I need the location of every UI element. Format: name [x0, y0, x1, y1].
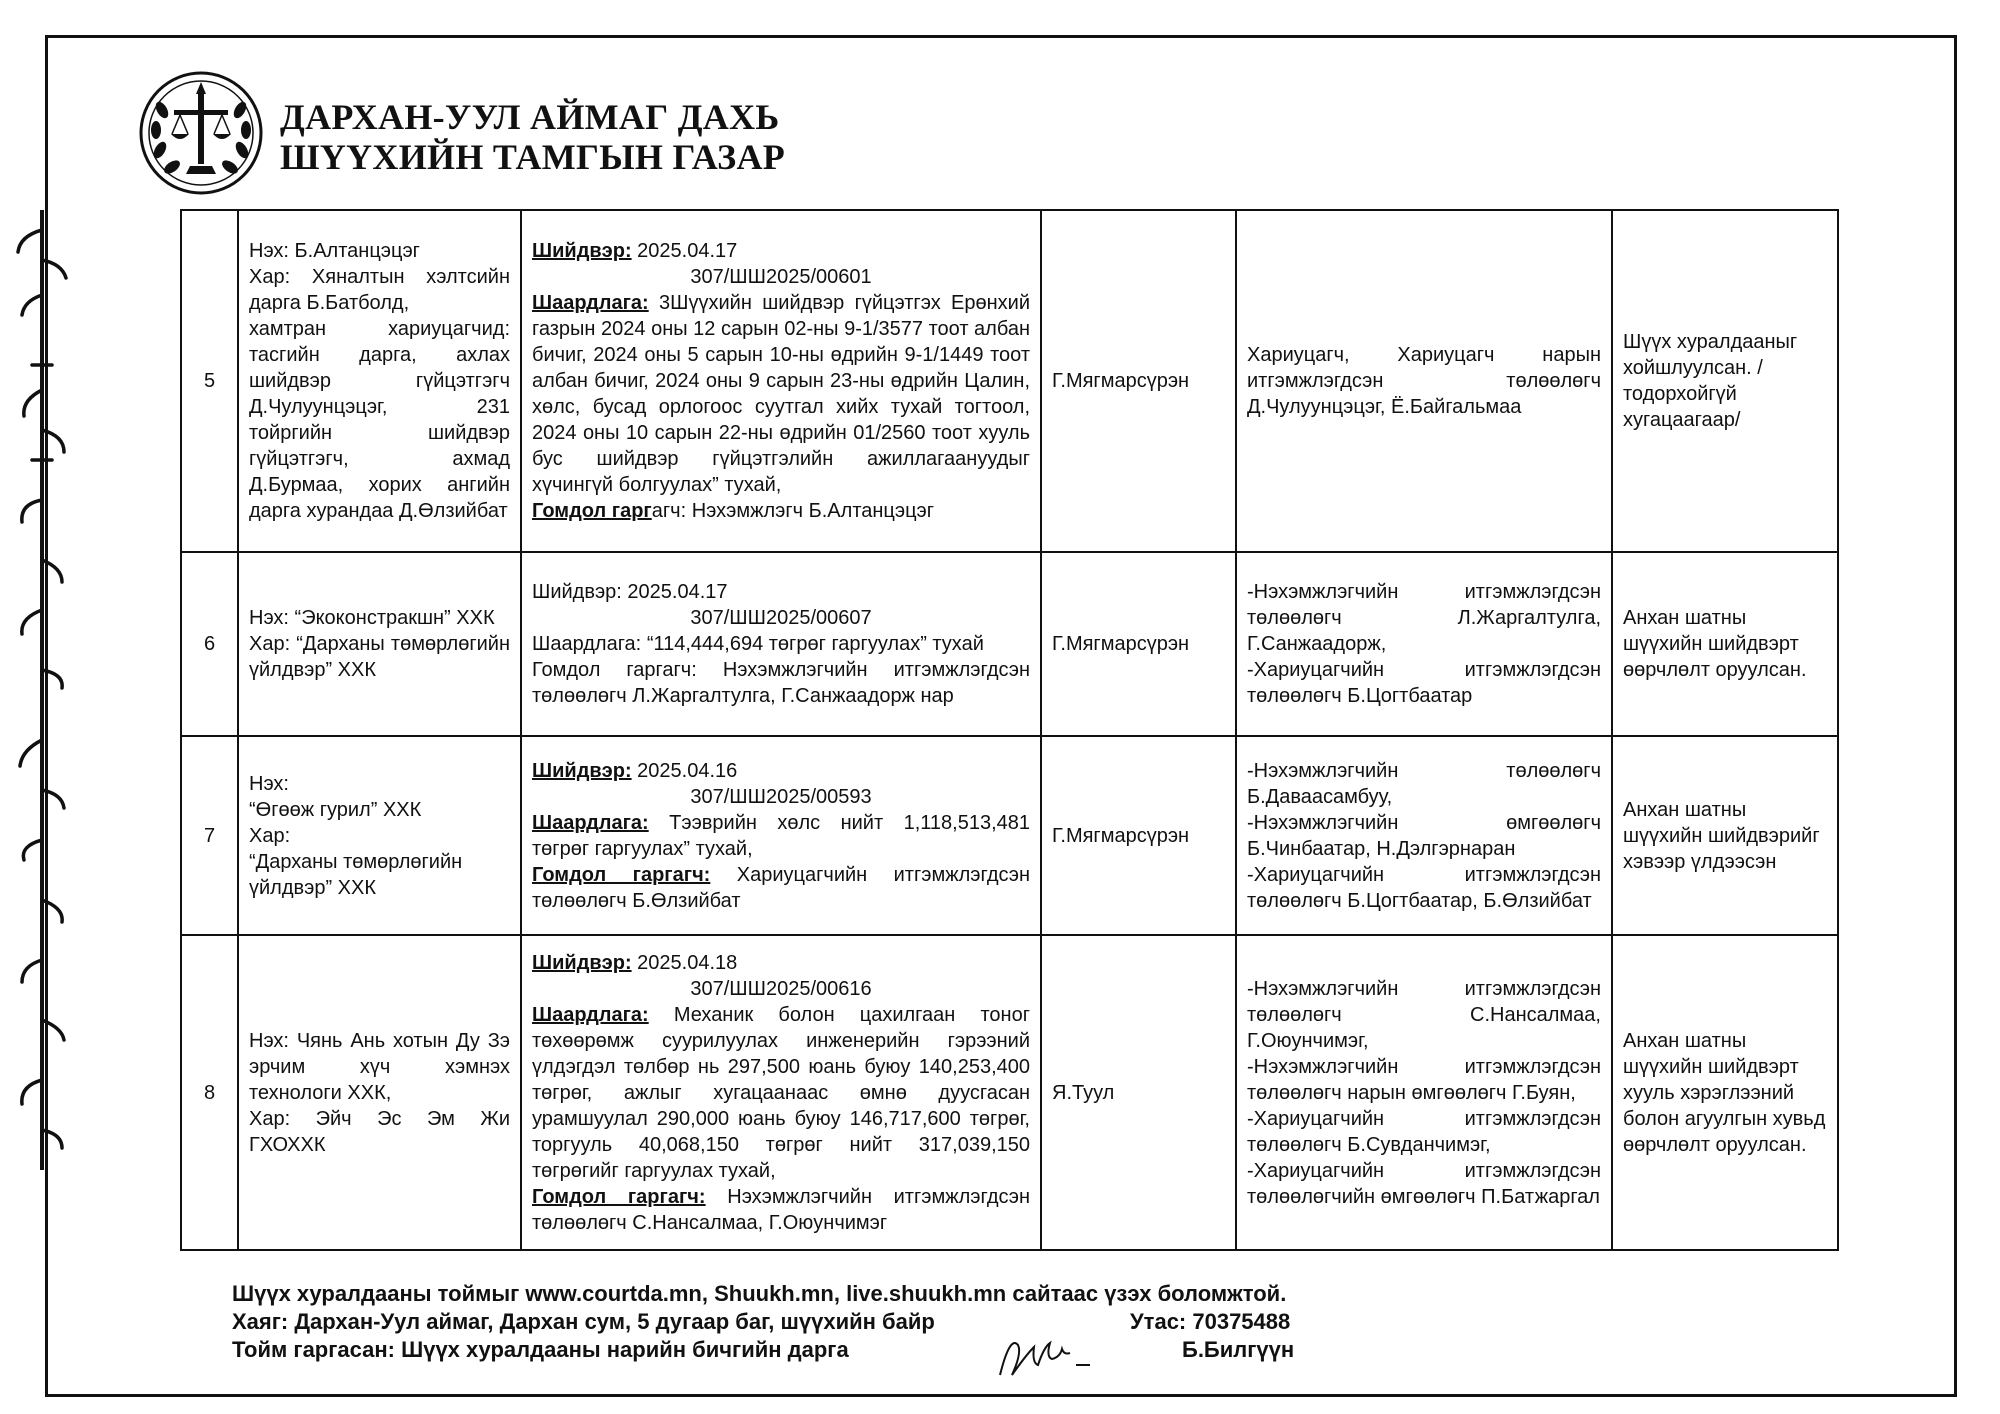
footer	[232, 1280, 1295, 1364]
representative: -Хариуцагчийн итгэмжлэгдсэн төлөөлөгч Б.Цогтбаатар	[1247, 659, 1601, 707]
footer-address: Хаяг: Дархан-Уул аймаг, Дархан сум, 5 дугаар баг, шүүхийн байр	[232, 1309, 935, 1334]
representative: Хариуцагч, Хариуцагч нарын итгэмжлэгдсэн төлөөлөгч Д.Чулуунцэцэг, Ё.Байгальмаа	[1247, 344, 1601, 418]
footer-signatory: Б.Билгүүн	[1182, 1337, 1295, 1362]
office-title-line1: ДАРХАН-УУЛ АЙМАГ ДАХЬ	[280, 97, 780, 137]
representative: -Хариуцагчийн итгэмжлэгдсэн төлөөлөгч Б.Сувданчимэг,	[1247, 1107, 1601, 1156]
decision-label: Шийдвэр:	[532, 951, 632, 974]
decision-number: 307/ШШ2025/00607	[690, 607, 872, 629]
decision-date: 2025.04.16	[637, 759, 738, 782]
row-number: 8	[181, 935, 238, 1250]
representatives-cell	[1236, 736, 1612, 935]
defendant: Хар: Эйч Эс Эм Жи ГХОХХК	[249, 1107, 510, 1156]
representative: -Нэхэмжлэгчийн итгэмжлэгдсэн төлөөлөгч С.Нансалмаа, Г.Оюунчимэг,	[1247, 977, 1601, 1052]
complainant-label: Гомдол гаргагч:	[532, 659, 697, 681]
decision-number: 307/ШШ2025/00601	[690, 266, 872, 288]
defendant: Хар: “Дарханы төмөрлөгийн үйлдвэр” ХХК	[249, 633, 510, 681]
table-row	[181, 552, 1838, 736]
case-details-cell	[521, 935, 1041, 1250]
case-details-cell	[521, 736, 1041, 935]
representatives-cell	[1236, 935, 1612, 1250]
claim-label: Шаардлага:	[532, 1003, 649, 1026]
complainant-text: Нэхэмжлэгчийн итгэмжлэгдсэн төлөөлөгч С.Нансалмаа, Г.Оюунчимэг	[532, 1185, 1031, 1234]
complainant-text: Нэхэмжлэгчийн итгэмжлэгдсэн төлөөлөгч Л.Жаргалтулга, Г.Санжаадорж нар	[532, 659, 1031, 707]
claim-text: Тээврийн хөлс нийт 1,118,513,481 төгрөг гаргуулах” тухай,	[532, 811, 1030, 860]
decision-label: Шийдвэр:	[532, 581, 622, 603]
claim-label: Шаардлага:	[532, 633, 642, 655]
row-number: 6	[181, 552, 238, 736]
claim-label: Шаардлага:	[532, 811, 649, 834]
complainant-label: Гомдол гаргагч:	[532, 863, 711, 886]
claim-text: Механик болон цахилгаан тоног төхөөрөмж суурилуулах инженерийн гэрээний үлдэгдэл төлбөр нь 297,500 юань буюу 140,253,400 төгрөг, ажлыг хугацаанаас өмнө дуусгасан урамшуулал 290,000 юань буюу 146,717,600 төгрөг, торгууль 40,068,150 төгрөг нийт 317,039,150 төгрөгийг гаргуулах тухай,	[532, 1003, 1030, 1182]
mongolian-script-sidebar	[2, 200, 82, 1180]
footer-website-line: Шүүх хуралдааны тоймыг www.courtda.mn, Shuukh.mn, live.shuukh.mn сайтаас үзэх боломжтой.	[232, 1281, 1287, 1306]
plaintiff: Нэх: Чянь Ань хотын Ду Зэ эрчим хүч хэмнэх технологи ХХК,	[249, 1029, 510, 1104]
decision-date: 2025.04.17	[637, 240, 738, 262]
representatives-cell	[1236, 552, 1612, 736]
court-emblem-logo	[138, 70, 264, 196]
judge-cell: Г.Мягмарсүрэн	[1041, 736, 1236, 935]
court-schedule-table	[180, 209, 1839, 1251]
complainant-text: агч: Нэхэмжлэгч Б.Алтанцэцэг	[651, 500, 935, 522]
plaintiff: Нэх: “Экоконстракшн” ХХК	[249, 607, 495, 629]
table-row	[181, 736, 1838, 935]
parties-cell	[238, 210, 521, 552]
result-cell: Анхан шатны шүүхийн шийдвэрийг хэвээр үлдээсэн	[1612, 736, 1838, 935]
footer-phone: Утас: 70375488	[1130, 1309, 1291, 1334]
footer-address-line	[232, 1308, 1291, 1336]
decision-date: 2025.04.17	[627, 581, 728, 603]
claim-label: Шаардлага:	[532, 292, 649, 314]
decision-label: Шийдвэр:	[532, 759, 632, 782]
parties-cell	[238, 552, 521, 736]
result-cell: Шүүх хуралдааныг хойшлуулсан. /тодорхойгүй хугацаагаар/	[1612, 210, 1838, 552]
decision-label: Шийдвэр:	[532, 240, 632, 262]
handwritten-signature	[990, 1325, 1100, 1385]
plaintiff: “Өгөөж гурил” ХХК	[249, 798, 422, 821]
representative: -Нэхэмжлэгчийн итгэмжлэгдсэн төлөөлөгч Л.Жаргалтулга, Г.Санжаадорж,	[1247, 581, 1601, 655]
case-details-cell	[521, 552, 1041, 736]
office-title-line2: ШҮҮХИЙН ТАМГЫН ГАЗАР	[280, 137, 786, 177]
decision-date: 2025.04.18	[637, 951, 738, 974]
judge-cell: Г.Мягмарсүрэн	[1041, 210, 1236, 552]
judge-cell: Я.Туул	[1041, 935, 1236, 1250]
row-number: 7	[181, 736, 238, 935]
representative: -Нэхэмжлэгчийн өмгөөлөгч Б.Чинбаатар, Н.Дэлгэрнаран	[1247, 811, 1601, 860]
defendant: “Дарханы төмөрлөгийн үйлдвэр” ХХК	[249, 850, 463, 899]
plaintiff-label: Нэх:	[249, 772, 289, 795]
decision-number: 307/ШШ2025/00593	[690, 785, 872, 808]
result-cell: Анхан шатны шүүхийн шийдвэрт хууль хэрэглээний болон агуулгын хувьд өөрчлөлт оруулсан.	[1612, 935, 1838, 1250]
representatives-cell	[1236, 210, 1612, 552]
parties-cell	[238, 935, 521, 1250]
representative: -Нэхэмжлэгчийн итгэмжлэгдсэн төлөөлөгч нарын өмгөөлөгч Г.Буян,	[1247, 1055, 1601, 1104]
complainant-label: Гомдол гарг	[532, 500, 652, 522]
complainant-text: Хариуцагчийн итгэмжлэгдсэн төлөөлөгч Б.Өлзийбат	[532, 863, 1031, 912]
representative: -Нэхэмжлэгчийн төлөөлөгч Б.Даваасамбуу,	[1247, 759, 1601, 808]
decision-number: 307/ШШ2025/00616	[690, 977, 872, 1000]
defendant-label: Хар:	[249, 824, 291, 847]
result-cell: Анхан шатны шүүхийн шийдвэрт өөрчлөлт оруулсан.	[1612, 552, 1838, 736]
plaintiff: Нэх: Б.Алтанцэцэг	[249, 240, 420, 262]
claim-text: “114,444,694 төгрөг гаргуулах” тухай	[646, 633, 984, 655]
case-details-cell	[521, 210, 1041, 552]
judge-cell: Г.Мягмарсүрэн	[1041, 552, 1236, 736]
table-row	[181, 935, 1838, 1250]
footer-issued-line	[232, 1336, 1295, 1364]
complainant-label: Гомдол гаргагч:	[532, 1185, 706, 1208]
co-defendants: хамтран хариуцагчид: тасгийн дарга, ахлах шийдвэр гүйцэтгэгч Д.Чулуунцэцэг, 231 тойргийн шийдвэр гүйцэтгэгч, ахмад Д.Бурмаа, хорих ангийн дарга хурандаа Д.Өлзийбат	[249, 318, 510, 522]
representative: -Хариуцагчийн итгэмжлэгдсэн төлөөлөгч Б.Цогтбаатар, Б.Өлзийбат	[1247, 863, 1601, 912]
office-title	[280, 97, 785, 177]
footer-issued-by: Тойм гаргасан: Шүүх хуралдааны нарийн бичгийн дарга	[232, 1337, 849, 1362]
table-row	[181, 210, 1838, 552]
row-number: 5	[181, 210, 238, 552]
claim-text: 3Шүүхийн шийдвэр гүйцэтгэх Ерөнхий газрын 2024 оны 12 сарын 02-ны 9-1/3577 тоот албан бичиг, 2024 оны 5 сарын 10-ны өдрийн 9-1/1449 тоот албан бичиг, 2024 оны 9 сарын 23-ны өдрийн Цалин, хөлс, бусад орлогоос суутгал хийх тухай тогтоол, 2024 оны 10 сарын 22-ны өдрийн 01/2560 тоот хууль бус шийдвэр гүйцэтгэлийн ажиллагаануудыг хүчингүй болгуулах” тухай,	[532, 292, 1031, 496]
representative: -Хариуцагчийн итгэмжлэгдсэн төлөөлөгчийн өмгөөлөгч П.Батжаргал	[1247, 1159, 1601, 1208]
defendant: Хар: Хяналтын хэлтсийн дарга Б.Батболд,	[249, 266, 510, 314]
parties-cell	[238, 736, 521, 935]
